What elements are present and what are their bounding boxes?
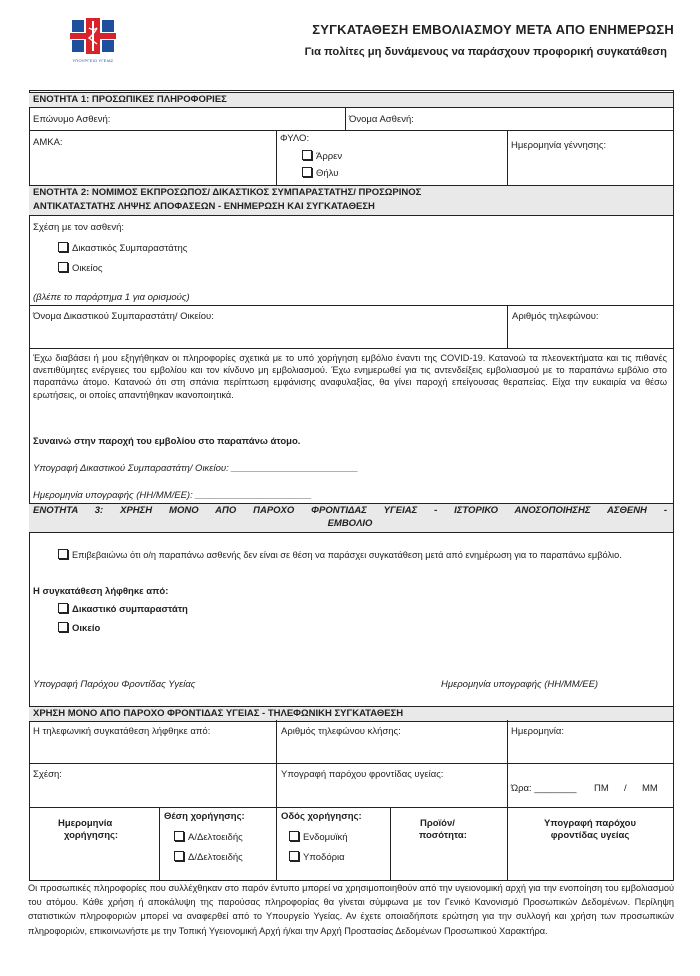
guardian-signature-line: Υπογραφή Δικαστικού Συμπαραστάτη/ Οικείου: ________________________: [33, 463, 359, 474]
surname-label: Επώνυμο Ασθενή:: [33, 114, 111, 125]
consent-relative-checkbox[interactable]: [58, 622, 68, 632]
guardian-sign-date-line: Ημερομηνία υπογραφής (ΗΗ/ΜΜ/ΕΕ): ______________________: [33, 490, 312, 501]
admin-date-label-line1: Ημερομηνία: [58, 818, 113, 829]
annex-note: (βλέπε το παράρτημα 1 για ορισμούς): [33, 292, 190, 303]
time-label: Ώρα: ________: [511, 783, 577, 794]
consent-from-label: Η συγκατάθεση λήφθηκε από:: [33, 586, 169, 597]
phone-provider-signature-label: Υπογραφή παρόχου φροντίδας υγείας:: [281, 769, 444, 780]
consent-guardian-checkbox[interactable]: [58, 603, 68, 613]
admin-product-label-line1: Προϊόν/: [420, 818, 455, 829]
logo-caption: ΥΠΟΥΡΓΕΙΟ ΥΓΕΙΑΣ: [72, 58, 114, 63]
gender-female-option[interactable]: Θήλυ: [302, 167, 338, 180]
consent-declaration: Συναινώ στην παροχή του εμβολίου στο παραπάνω άτομο.: [33, 436, 301, 447]
form-title: ΣΥΓΚΑΤΑΘΕΣΗ ΕΜΒΟΛΙΑΣΜΟΥ ΜΕΤΑ ΑΠΟ ΕΝΗΜΕΡΩΣΗ: [312, 22, 674, 37]
time-separator: /: [624, 783, 627, 794]
admin-route-label: Οδός χορήγησης:: [281, 811, 362, 822]
amka-label: ΑΜΚΑ:: [33, 137, 63, 148]
provider-confirm-option[interactable]: Επιβεβαιώνω ότι ο/η παραπάνω ασθενής δεν είναι σε θέση να παράσχει συγκατάθεση μετά από ενημέρωση για το παραπάνω εμβόλιο.: [58, 548, 670, 563]
site-right-checkbox[interactable]: [174, 851, 184, 861]
section4-heading: ΧΡΗΣΗ ΜΟΝΟ ΑΠΟ ΠΑΡΟΧΟ ΦΡΟΝΤΙΔΑΣ ΥΓΕΙΑΣ - ΤΗΛΕΦΩΝΙΚΗ ΣΥΓΚΑΤΑΘΕΣΗ: [33, 708, 404, 719]
male-checkbox[interactable]: [302, 150, 312, 160]
admin-product-label-line2: ποσότητα:: [419, 830, 467, 841]
site-right-option[interactable]: Δ/Δελτοειδής: [174, 851, 243, 864]
gender-label: ΦΥΛΟ:: [280, 133, 310, 144]
guardian-name-label: Όνομα Δικαστικού Συμπαραστάτη/ Οικείου:: [33, 311, 214, 322]
guardian-phone-label: Αριθμός τηλεφώνου:: [512, 311, 599, 322]
section3-heading-line1: ΕΝΟΤΗΤΑ 3: ΧΡΗΣΗ ΜΟΝΟ ΑΠΟ ΠΑΡΟΧΟ ΦΡΟΝΤΙΔΑΣ ΥΓΕΙΑΣ - ΙΣΤΟΡΙΚΟ ΑΝΟΣΟΠΟΙΗΣΗΣ ΑΣΘΕΝΗ -: [33, 505, 667, 516]
consent-from-guardian-option[interactable]: Δικαστικό συμπαραστάτη: [58, 603, 188, 616]
time-am-label: ΠΜ: [594, 783, 609, 794]
birthdate-label: Ημερομηνία γέννησης:: [511, 140, 607, 151]
phone-relation-label: Σχέση:: [33, 769, 62, 780]
guardian-checkbox[interactable]: [58, 242, 68, 252]
confirm-checkbox[interactable]: [58, 549, 68, 559]
phone-consent-date-label: Ημερομηνία:: [511, 726, 565, 737]
relation-guardian-option[interactable]: Δικαστικός Συμπαραστάτης: [58, 242, 187, 255]
admin-signature-label-line2: φροντίδας υγείας: [550, 830, 630, 841]
privacy-notice: Οι προσωπικές πληροφορίες που συλλέχθηκαν στο παρόν έντυπο μπορεί να χρησιμοποιηθούν από την υγειονομική αρχή για την ενοποίηση του εμβολιασμού του ατόμου. Κάθε χρήση ή αποκάλυψη της παρούσας πληροφορίας θα γίνεται σύμφωνα με τον Γενικό Κανονισμό Προσωπικών Δεδομένων. Περίληψη στατιστικών πληροφοριών μπορεί να αναφερθεί από το Υπουργείο Υγείας. Αν έχετε οποιαδήποτε ερώτηση για την συλλογή και χρήση των προσωπικών πληροφοριών, επικοινωνήστε με την Τοπική Υγειονομική Αρχή ή/και την Αρχή Προστασίας Δεδομένων Προσωπικού Χαρακτήρα.: [28, 883, 674, 936]
section3-heading-line2: ΕΜΒΟΛΙΟ: [327, 518, 373, 529]
call-phone-label: Αριθμός τηλεφώνου κλήσης:: [281, 726, 401, 737]
site-left-option[interactable]: Α/Δελτοειδής: [174, 831, 243, 844]
relative-checkbox[interactable]: [58, 262, 68, 272]
site-left-checkbox[interactable]: [174, 831, 184, 841]
route-sc-checkbox[interactable]: [289, 851, 299, 861]
gender-male-option[interactable]: Άρρεν: [302, 150, 342, 163]
consent-statement: Έχω διαβάσει ή μου εξηγήθηκαν οι πληροφορίες σχετικά με το υπό χορήγηση εμβόλιο έναντι της COVID-19. Κατανοώ τα πλεονεκτήματα και τις πιθανές ανεπιθύμητες ενέργειες του εμβολίου και τον κίνδυνο μη εμβολιασμού. Έχω ενημερωθεί για τις αντενδείξεις εμβολιασμού με το παραπάνω εμβόλιο στο παραπάνω άτομο. Κατανοώ ότι στη σπάνια περίπτωση εμφάνισης αναφυλαξίας, θα γίνει παροχή επείγουσας θεραπείας. Είχα την ευκαιρία να θέσω ερωτήσεις, οι οποίες απαντήθηκαν ικανοποιητικά.: [33, 353, 667, 400]
route-sc-option[interactable]: Υποδόρια: [289, 851, 345, 864]
first-name-label: Όνομα Ασθενή:: [349, 114, 414, 125]
admin-site-label: Θέση χορήγησης:: [164, 811, 245, 822]
female-checkbox[interactable]: [302, 167, 312, 177]
provider-signature-label: Υπογραφή Παρόχου Φροντίδας Υγείας: [33, 679, 196, 690]
consent-from-relative-option[interactable]: Οικείο: [58, 622, 100, 635]
phone-consent-from-label: Η τηλεφωνική συγκατάθεση λήφθηκε από:: [33, 726, 211, 737]
form-subtitle: Για πολίτες μη δυνάμενους να παράσχουν προφορική συγκατάθεση: [304, 46, 667, 58]
time-pm-label: ΜΜ: [642, 783, 658, 794]
section2-heading-line2: ΑΝΤΙΚΑΤΑΣΤΑΤΗΣ ΛΗΨΗΣ ΑΠΟΦΑΣΕΩΝ - ΕΝΗΜΕΡΩΣΗ ΚΑΙ ΣΥΓΚΑΤΑΘΕΣΗ: [33, 201, 375, 212]
ministry-logo-icon: [68, 18, 118, 56]
section2-heading-line1: ΕΝΟΤΗΤΑ 2: ΝΟΜΙΜΟΣ ΕΚΠΡΟΣΩΠΟΣ/ ΔΙΚΑΣΤΙΚΟΣ ΣΥΜΠΑΡΑΣΤΑΤΗΣ/ ΠΡΟΣΩΡΙΝΟΣ: [33, 187, 422, 198]
section1-heading: ΕΝΟΤΗΤΑ 1: ΠΡΟΣΩΠΙΚΕΣ ΠΛΗΡΟΦΟΡΙΕΣ: [33, 94, 227, 105]
route-im-option[interactable]: Ενδομυϊκή: [289, 831, 347, 844]
route-im-checkbox[interactable]: [289, 831, 299, 841]
relation-label: Σχέση με τον ασθενή:: [33, 222, 125, 233]
provider-sign-date-label: Ημερομηνία υπογραφής (ΗΗ/ΜΜ/ΕΕ): [441, 679, 599, 690]
relation-relative-option[interactable]: Οικείος: [58, 262, 102, 275]
admin-date-label-line2: χορήγησης:: [64, 830, 119, 841]
admin-signature-label-line1: Υπογραφή παρόχου: [543, 818, 637, 829]
